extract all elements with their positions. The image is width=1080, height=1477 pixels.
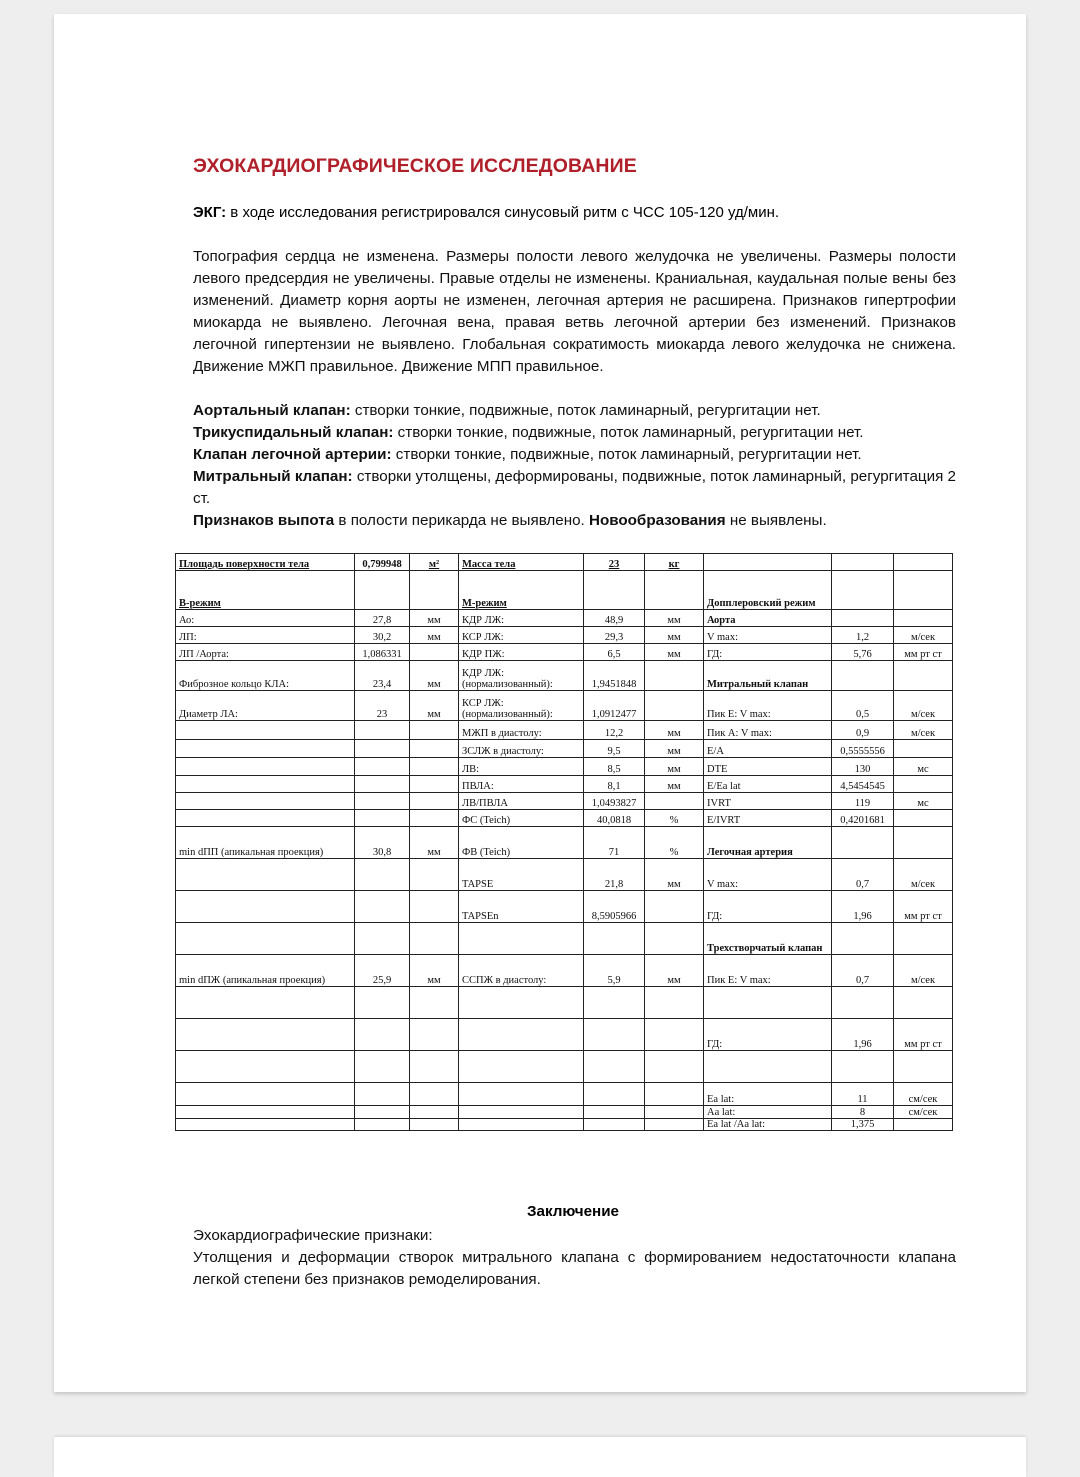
table-cell: 0,7 bbox=[832, 859, 894, 891]
table-cell bbox=[894, 776, 953, 793]
table-cell: мм bbox=[645, 955, 704, 987]
table-header-row bbox=[176, 554, 953, 571]
table-cell bbox=[459, 1019, 584, 1051]
table-cell: 1,96 bbox=[832, 1019, 894, 1051]
table-cell: 119 bbox=[832, 793, 894, 810]
table-cell bbox=[894, 571, 953, 610]
table-cell bbox=[894, 987, 953, 1019]
table-row bbox=[176, 827, 953, 859]
table-cell: 5,76 bbox=[832, 644, 894, 661]
table-cell bbox=[704, 987, 832, 1019]
table-cell bbox=[355, 571, 410, 610]
table-cell bbox=[355, 758, 410, 776]
table-cell: мм bbox=[645, 859, 704, 891]
conclusion-title: Заключение bbox=[527, 1203, 620, 1220]
table-cell bbox=[832, 987, 894, 1019]
table-cell: ЗСЛЖ в диастолу: bbox=[459, 740, 584, 758]
valve-text: створки тонкие, подвижные, поток ламинарный, регургитации нет. bbox=[350, 402, 821, 419]
table-cell: Фиброзное кольцо КЛА: bbox=[176, 661, 355, 691]
table-cell bbox=[459, 1051, 584, 1083]
table-cell bbox=[894, 554, 953, 571]
table-row bbox=[176, 859, 953, 891]
table-cell bbox=[176, 987, 355, 1019]
table-cell bbox=[410, 740, 459, 758]
table-cell: мм bbox=[645, 721, 704, 740]
measurements-table bbox=[175, 553, 953, 1131]
table-row bbox=[176, 1119, 953, 1131]
table-row bbox=[176, 644, 953, 661]
table-cell bbox=[355, 1083, 410, 1106]
ekg-text: в ходе исследования регистрировался синусовый ритм с ЧСС 105-120 уд/мин. bbox=[226, 204, 780, 221]
table-cell bbox=[832, 554, 894, 571]
table-cell: 0,4201681 bbox=[832, 810, 894, 827]
table-row bbox=[176, 955, 953, 987]
bsa-label: Площадь поверхности тела bbox=[176, 554, 355, 571]
valve-label: Митральный клапан: bbox=[193, 468, 353, 485]
table-cell bbox=[176, 758, 355, 776]
valve-aortic bbox=[193, 400, 956, 422]
table-cell: Ea lat /Aa lat: bbox=[704, 1119, 832, 1131]
table-cell bbox=[459, 1083, 584, 1106]
table-row bbox=[176, 571, 953, 610]
table-cell: TAPSEn bbox=[459, 891, 584, 923]
table-row bbox=[176, 1019, 953, 1051]
table-row bbox=[176, 987, 953, 1019]
table-cell: E/A bbox=[704, 740, 832, 758]
bsa-value: 0,799948 bbox=[355, 554, 410, 571]
table-cell bbox=[176, 1019, 355, 1051]
table-cell bbox=[355, 740, 410, 758]
table-cell bbox=[645, 1051, 704, 1083]
table-cell bbox=[459, 1119, 584, 1131]
table-cell: мм bbox=[645, 740, 704, 758]
table-cell: min dПП (апикальная проекция) bbox=[176, 827, 355, 859]
table-cell: 1,086331 bbox=[355, 644, 410, 661]
table-cell bbox=[645, 891, 704, 923]
table-cell bbox=[832, 661, 894, 691]
table-cell bbox=[410, 891, 459, 923]
table-cell: мм bbox=[645, 610, 704, 627]
table-cell: ССПЖ в диастолу: bbox=[459, 955, 584, 987]
table-cell bbox=[410, 987, 459, 1019]
effusion-line bbox=[193, 510, 956, 532]
table-cell: мм bbox=[410, 955, 459, 987]
table-cell: 0,5 bbox=[832, 691, 894, 721]
table-cell: E/Ea lat bbox=[704, 776, 832, 793]
mass-label: Масса тела bbox=[459, 554, 584, 571]
table-cell bbox=[832, 1051, 894, 1083]
table-cell: 8,5905966 bbox=[584, 891, 645, 923]
table-row bbox=[176, 776, 953, 793]
valve-text: створки утолщены, деформированы, подвижные, поток ламинарный, регургитация 2 ст. bbox=[193, 468, 956, 507]
table-row bbox=[176, 923, 953, 955]
table-cell: Пик E: V max: bbox=[704, 955, 832, 987]
table-row bbox=[176, 810, 953, 827]
table-cell: мс bbox=[894, 793, 953, 810]
table-cell: 12,2 bbox=[584, 721, 645, 740]
table-cell bbox=[355, 891, 410, 923]
table-cell: ЛП: bbox=[176, 627, 355, 644]
table-cell: 1,2 bbox=[832, 627, 894, 644]
table-cell: КДР ПЖ: bbox=[459, 644, 584, 661]
valve-label: Трикуспидальный клапан: bbox=[193, 424, 394, 441]
table-cell bbox=[894, 810, 953, 827]
table-cell: ЛВ: bbox=[459, 758, 584, 776]
table-cell bbox=[410, 923, 459, 955]
table-cell bbox=[704, 1051, 832, 1083]
table-cell: min dПЖ (апикальная проекция) bbox=[176, 955, 355, 987]
table-cell: ЛП /Аорта: bbox=[176, 644, 355, 661]
table-cell bbox=[832, 610, 894, 627]
valves-block bbox=[193, 400, 956, 532]
table-cell bbox=[584, 923, 645, 955]
table-cell bbox=[410, 1019, 459, 1051]
table-cell: Допплеровский режим bbox=[704, 571, 832, 610]
table-cell bbox=[584, 987, 645, 1019]
table-cell: 48,9 bbox=[584, 610, 645, 627]
effusion-text: в полости перикарда не выявлено. bbox=[334, 512, 589, 529]
table-cell: КДР ЛЖ: bbox=[459, 610, 584, 627]
table-cell: мм bbox=[645, 758, 704, 776]
table-cell: М-режим bbox=[459, 571, 584, 610]
table-cell: TAPSE bbox=[459, 859, 584, 891]
table-cell bbox=[645, 571, 704, 610]
table-cell: мм bbox=[410, 610, 459, 627]
table-cell bbox=[355, 721, 410, 740]
table-cell: КДР ЛЖ: (нормализованный): bbox=[459, 661, 584, 691]
table-cell: V max: bbox=[704, 859, 832, 891]
table-cell bbox=[176, 923, 355, 955]
table-cell: мм bbox=[410, 661, 459, 691]
table-cell: см/сек bbox=[894, 1083, 953, 1106]
conclusion-block bbox=[193, 1225, 956, 1291]
table-cell bbox=[176, 891, 355, 923]
table-cell: см/сек bbox=[894, 1106, 953, 1119]
valve-text: створки тонкие, подвижные, поток ламинарный, регургитации нет. bbox=[391, 446, 862, 463]
table-cell bbox=[459, 923, 584, 955]
table-row bbox=[176, 627, 953, 644]
table-cell: E/IVRT bbox=[704, 810, 832, 827]
table-cell bbox=[176, 776, 355, 793]
table-cell: ФС (Teich) bbox=[459, 810, 584, 827]
table-cell bbox=[645, 793, 704, 810]
table-cell: мм bbox=[645, 627, 704, 644]
table-cell: Ea lat: bbox=[704, 1083, 832, 1106]
table-cell: 30,8 bbox=[355, 827, 410, 859]
table-row bbox=[176, 758, 953, 776]
effusion-label: Признаков выпота bbox=[193, 512, 335, 529]
table-cell: м/сек bbox=[894, 955, 953, 987]
table-cell: Пик E: V max: bbox=[704, 691, 832, 721]
table-cell bbox=[355, 859, 410, 891]
table-cell: 71 bbox=[584, 827, 645, 859]
table-cell bbox=[176, 1083, 355, 1106]
table-cell bbox=[645, 1119, 704, 1131]
table-cell bbox=[355, 923, 410, 955]
description-paragraph: Топография сердца не изменена. Размеры полости левого желудочка не увеличены. Размеры полости левого предсердия не увеличены. Правые отделы не изменены. Краниальная, каудальная полые вены без изменений. Диаметр корня аорты не изменен, легочная артерия не расширена. Признаков гипертрофии миокарда не выявлено. Легочная вена, правая ветвь легочной артерии без изменений. Признаков легочной гипертензии не выявлено. Глобальная сократимость миокарда левого желудочка не снижена. Движение МЖП правильное. Движение МПП правильное. bbox=[193, 248, 956, 375]
table-cell bbox=[176, 740, 355, 758]
table-cell: мм bbox=[645, 776, 704, 793]
table-cell: ГД: bbox=[704, 891, 832, 923]
table-cell: % bbox=[645, 827, 704, 859]
table-cell bbox=[645, 661, 704, 691]
valve-tricuspid bbox=[193, 422, 956, 444]
table-cell bbox=[355, 987, 410, 1019]
table-cell bbox=[410, 571, 459, 610]
table-cell bbox=[832, 923, 894, 955]
table-cell bbox=[645, 1019, 704, 1051]
table-cell: 30,2 bbox=[355, 627, 410, 644]
table-cell: 0,9 bbox=[832, 721, 894, 740]
table-cell bbox=[894, 610, 953, 627]
table-cell bbox=[584, 1083, 645, 1106]
table-row bbox=[176, 1106, 953, 1119]
table-cell: 27,8 bbox=[355, 610, 410, 627]
table-cell: 1,375 bbox=[832, 1119, 894, 1131]
table-cell: мм bbox=[645, 644, 704, 661]
table-cell bbox=[410, 721, 459, 740]
table-cell: 11 bbox=[832, 1083, 894, 1106]
table-cell bbox=[410, 1051, 459, 1083]
table-cell: 8 bbox=[832, 1106, 894, 1119]
table-cell bbox=[410, 644, 459, 661]
table-cell bbox=[584, 1106, 645, 1119]
table-cell: 0,7 bbox=[832, 955, 894, 987]
table-cell: мс bbox=[894, 758, 953, 776]
table-cell: 23,4 bbox=[355, 661, 410, 691]
bsa-unit: м² bbox=[410, 554, 459, 571]
table-cell: % bbox=[645, 810, 704, 827]
valve-label: Клапан легочной артерии: bbox=[193, 446, 392, 463]
table-cell: мм рт ст bbox=[894, 644, 953, 661]
conclusion-line-1: Эхокардиографические признаки: bbox=[193, 1227, 433, 1244]
table-cell bbox=[584, 571, 645, 610]
table-cell bbox=[584, 1019, 645, 1051]
table-cell: ЛВ/ПВЛА bbox=[459, 793, 584, 810]
valve-pulmonary bbox=[193, 444, 956, 466]
table-cell bbox=[894, 740, 953, 758]
table-cell bbox=[894, 923, 953, 955]
table-cell: м/сек bbox=[894, 859, 953, 891]
table-cell bbox=[355, 776, 410, 793]
table-cell bbox=[176, 1051, 355, 1083]
table-cell bbox=[176, 793, 355, 810]
table-row bbox=[176, 610, 953, 627]
table-cell: 6,5 bbox=[584, 644, 645, 661]
table-cell: Легочная артерия bbox=[704, 827, 832, 859]
table-cell bbox=[459, 1106, 584, 1119]
ekg-label: ЭКГ: bbox=[193, 204, 227, 221]
table-cell bbox=[832, 827, 894, 859]
table-cell bbox=[355, 1106, 410, 1119]
table-cell: Диаметр ЛА: bbox=[176, 691, 355, 721]
table-cell: DTE bbox=[704, 758, 832, 776]
table-cell bbox=[894, 1051, 953, 1083]
table-cell: КСР ЛЖ: (нормализованный): bbox=[459, 691, 584, 721]
table-row bbox=[176, 691, 953, 721]
table-cell bbox=[410, 810, 459, 827]
table-row bbox=[176, 740, 953, 758]
table-cell: ПВЛА: bbox=[459, 776, 584, 793]
table-cell bbox=[584, 1119, 645, 1131]
neoplasm-text: не выявлены. bbox=[725, 512, 827, 529]
table-cell bbox=[355, 1019, 410, 1051]
table-cell bbox=[645, 1083, 704, 1106]
table-cell: 8,5 bbox=[584, 758, 645, 776]
table-cell: 40,0818 bbox=[584, 810, 645, 827]
table-cell: 0,5555556 bbox=[832, 740, 894, 758]
table-cell: V max: bbox=[704, 627, 832, 644]
table-cell: 9,5 bbox=[584, 740, 645, 758]
table-cell: мм bbox=[410, 827, 459, 859]
table-cell bbox=[832, 571, 894, 610]
table-row bbox=[176, 1083, 953, 1106]
valve-mitral bbox=[193, 466, 956, 510]
table-cell bbox=[645, 1106, 704, 1119]
table-cell: 1,0912477 bbox=[584, 691, 645, 721]
table-cell: ГД: bbox=[704, 1019, 832, 1051]
table-cell: МЖП в диастолу: bbox=[459, 721, 584, 740]
table-cell bbox=[410, 793, 459, 810]
table-cell: Трехстворчатый клапан bbox=[704, 923, 832, 955]
table-cell bbox=[176, 810, 355, 827]
table-cell bbox=[645, 987, 704, 1019]
table-cell: м/сек bbox=[894, 721, 953, 740]
table-cell bbox=[459, 987, 584, 1019]
table-cell: 25,9 bbox=[355, 955, 410, 987]
table-cell: Пик A: V max: bbox=[704, 721, 832, 740]
table-cell bbox=[410, 1106, 459, 1119]
table-cell bbox=[176, 1119, 355, 1131]
table-cell: 130 bbox=[832, 758, 894, 776]
table-cell: мм bbox=[410, 627, 459, 644]
table-cell: 5,9 bbox=[584, 955, 645, 987]
table-cell: ФВ (Teich) bbox=[459, 827, 584, 859]
conclusion-line-2: Утолщения и деформации створок митрального клапана с формированием недостаточности клапана легкой степени без признаков ремоделирования. bbox=[193, 1249, 956, 1288]
table-cell bbox=[176, 721, 355, 740]
table-cell: IVRT bbox=[704, 793, 832, 810]
table-cell bbox=[894, 827, 953, 859]
table-cell: 8,1 bbox=[584, 776, 645, 793]
neoplasm-label: Новообразования bbox=[589, 512, 726, 529]
table-cell bbox=[894, 661, 953, 691]
table-cell bbox=[355, 810, 410, 827]
table-cell bbox=[355, 793, 410, 810]
table-cell bbox=[355, 1051, 410, 1083]
table-cell: м/сек bbox=[894, 627, 953, 644]
table-row bbox=[176, 1051, 953, 1083]
table-cell: 1,9451848 bbox=[584, 661, 645, 691]
table-cell: Ао: bbox=[176, 610, 355, 627]
table-cell: Aa lat: bbox=[704, 1106, 832, 1119]
table-row bbox=[176, 891, 953, 923]
table-cell bbox=[176, 1106, 355, 1119]
table-cell: мм рт ст bbox=[894, 891, 953, 923]
valve-text: створки тонкие, подвижные, поток ламинарный, регургитации нет. bbox=[393, 424, 864, 441]
table-cell: 23 bbox=[355, 691, 410, 721]
table-cell bbox=[410, 758, 459, 776]
table-cell bbox=[176, 859, 355, 891]
mass-value: 23 bbox=[584, 554, 645, 571]
table-row bbox=[176, 793, 953, 810]
table-row bbox=[176, 721, 953, 740]
table-cell: Митральный клапан bbox=[704, 661, 832, 691]
table-cell: КСР ЛЖ: bbox=[459, 627, 584, 644]
table-cell: 4,5454545 bbox=[832, 776, 894, 793]
table-cell bbox=[645, 923, 704, 955]
table-cell: 21,8 bbox=[584, 859, 645, 891]
table-cell: мм рт ст bbox=[894, 1019, 953, 1051]
table-cell: м/сек bbox=[894, 691, 953, 721]
table-cell bbox=[704, 554, 832, 571]
table-cell bbox=[410, 776, 459, 793]
valve-label: Аортальный клапан: bbox=[193, 402, 351, 419]
table-cell bbox=[410, 1083, 459, 1106]
next-page bbox=[54, 1437, 1026, 1477]
table-cell: 29,3 bbox=[584, 627, 645, 644]
table-cell bbox=[894, 1119, 953, 1131]
table-cell: 1,0493827 bbox=[584, 793, 645, 810]
table-cell bbox=[584, 1051, 645, 1083]
table-cell: В-режим bbox=[176, 571, 355, 610]
mass-unit: кг bbox=[645, 554, 704, 571]
report-title: ЭХОКАРДИОГРАФИЧЕСКОЕ ИССЛЕДОВАНИЕ bbox=[193, 155, 637, 177]
table-row bbox=[176, 661, 953, 691]
table-cell: ГД: bbox=[704, 644, 832, 661]
table-cell: Аорта bbox=[704, 610, 832, 627]
table-cell bbox=[410, 1119, 459, 1131]
table-cell: 1,96 bbox=[832, 891, 894, 923]
table-cell bbox=[355, 1119, 410, 1131]
table-cell bbox=[645, 691, 704, 721]
table-cell bbox=[410, 859, 459, 891]
table-cell: мм bbox=[410, 691, 459, 721]
ekg-line bbox=[193, 204, 956, 221]
